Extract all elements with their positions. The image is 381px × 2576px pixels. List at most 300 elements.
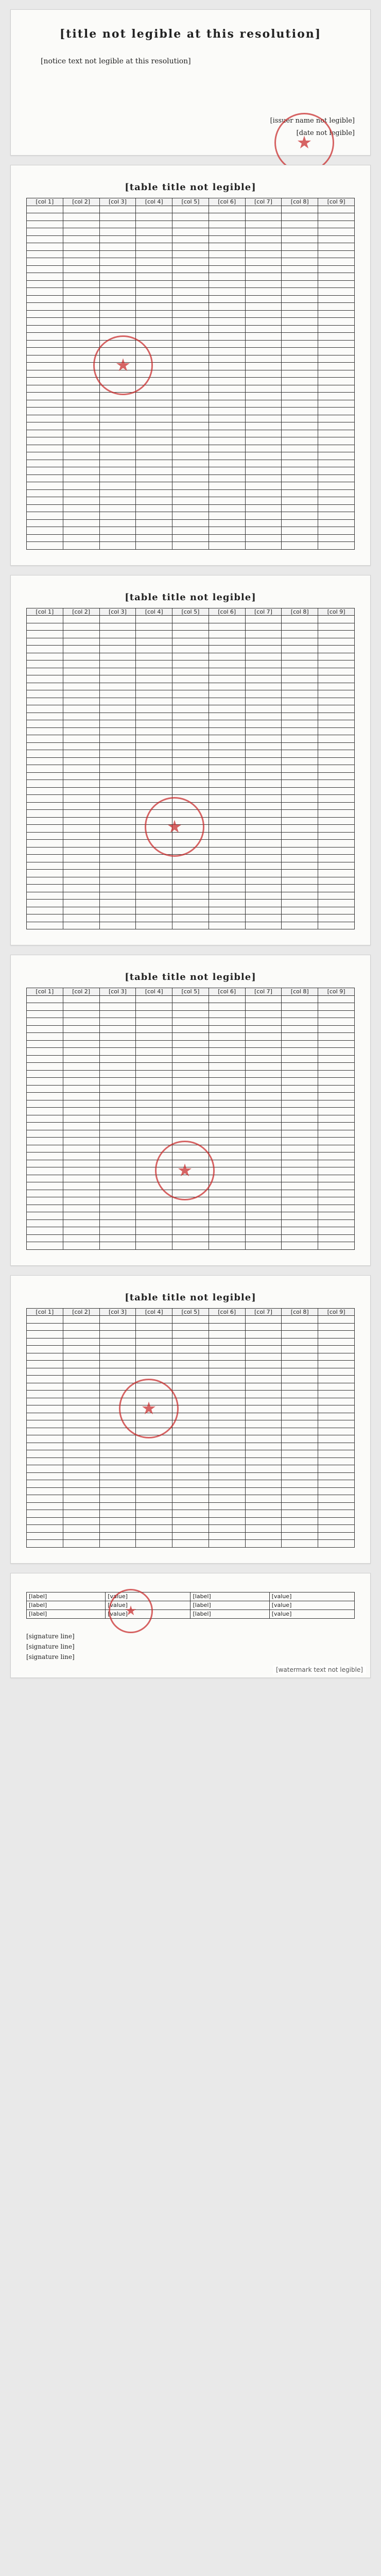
table-cell xyxy=(63,1450,99,1458)
table-cell xyxy=(136,1227,172,1235)
table-cell xyxy=(209,1108,245,1115)
table-cell xyxy=(63,1458,99,1465)
table-cell xyxy=(99,1495,136,1503)
table-cell xyxy=(282,1040,318,1048)
table-cell xyxy=(136,460,172,467)
table-cell xyxy=(318,1413,355,1420)
table-cell xyxy=(63,1525,99,1533)
table-cell xyxy=(245,1219,282,1227)
table-cell xyxy=(27,1234,63,1242)
table-cell xyxy=(63,1368,99,1376)
table-cell xyxy=(63,519,99,527)
table-cell xyxy=(318,683,355,690)
table-cell xyxy=(318,333,355,341)
table-cell xyxy=(136,1487,172,1495)
table-cell xyxy=(209,1413,245,1420)
table-cell xyxy=(245,415,282,422)
table-header-cell: [col 4] xyxy=(136,1308,172,1316)
table-cell xyxy=(136,1063,172,1071)
table-cell xyxy=(318,1510,355,1518)
table-cell xyxy=(63,1391,99,1398)
table-cell xyxy=(209,1070,245,1078)
table-cell xyxy=(282,1376,318,1383)
table-cell xyxy=(63,542,99,550)
table-cell xyxy=(318,370,355,378)
table-cell xyxy=(27,1219,63,1227)
table-cell xyxy=(245,1331,282,1338)
table-cell xyxy=(209,1532,245,1540)
table-cell xyxy=(136,363,172,370)
table-cell xyxy=(63,228,99,236)
table-cell xyxy=(245,914,282,922)
table-cell xyxy=(245,1346,282,1353)
table-cell xyxy=(136,1480,172,1488)
table-cell xyxy=(209,1398,245,1405)
table-cell xyxy=(172,772,209,780)
table-row xyxy=(27,393,355,400)
table-cell xyxy=(136,668,172,675)
table-cell xyxy=(63,616,99,623)
table-cell xyxy=(63,922,99,929)
table-cell xyxy=(318,385,355,393)
table-cell xyxy=(27,1100,63,1108)
table-cell xyxy=(99,445,136,452)
table-cell xyxy=(63,1175,99,1182)
table-cell xyxy=(209,318,245,326)
table-row xyxy=(27,213,355,221)
table-cell xyxy=(209,482,245,490)
table-cell xyxy=(99,258,136,266)
table-cell xyxy=(172,1353,209,1361)
table-cell xyxy=(136,1100,172,1108)
table-cell xyxy=(318,1138,355,1145)
table-cell xyxy=(172,1138,209,1145)
table-cell xyxy=(27,527,63,535)
table-cell xyxy=(209,1472,245,1480)
table-cell xyxy=(63,504,99,512)
table-cell xyxy=(136,922,172,929)
table-cell xyxy=(172,378,209,385)
table-cell xyxy=(245,1018,282,1026)
table-cell xyxy=(318,653,355,660)
table-cell xyxy=(99,757,136,765)
table-cell xyxy=(209,1443,245,1450)
table-cell xyxy=(209,1160,245,1167)
table-cell xyxy=(172,460,209,467)
table-cell xyxy=(245,452,282,460)
table-cell xyxy=(318,1458,355,1465)
table-cell xyxy=(209,780,245,788)
table-cell xyxy=(282,742,318,750)
table-cell xyxy=(172,750,209,758)
table-cell xyxy=(245,243,282,251)
table-cell xyxy=(136,840,172,848)
table-cell xyxy=(136,1540,172,1548)
table-cell xyxy=(27,1532,63,1540)
table-cell xyxy=(172,452,209,460)
table-row xyxy=(27,1018,355,1026)
table-cell xyxy=(63,415,99,422)
table-cell xyxy=(245,1458,282,1465)
table-cell xyxy=(99,1443,136,1450)
table-cell xyxy=(99,497,136,505)
table-cell xyxy=(318,787,355,795)
table-cell xyxy=(136,900,172,907)
table-row xyxy=(27,810,355,818)
table-row xyxy=(27,1212,355,1220)
table-cell xyxy=(209,1115,245,1123)
table-cell xyxy=(27,1003,63,1011)
table-cell xyxy=(318,705,355,713)
table-cell xyxy=(209,460,245,467)
table-cell xyxy=(136,810,172,818)
table-cell xyxy=(99,1472,136,1480)
table-cell xyxy=(245,1153,282,1160)
table-cell xyxy=(209,1480,245,1488)
table-row xyxy=(27,885,355,892)
table-cell xyxy=(172,363,209,370)
table-cell xyxy=(136,280,172,288)
table-header-cell: [col 7] xyxy=(245,608,282,616)
table-cell xyxy=(282,1197,318,1205)
table-cell xyxy=(27,1383,63,1391)
table-row xyxy=(27,400,355,408)
table-cell xyxy=(172,1487,209,1495)
table-cell xyxy=(245,1383,282,1391)
table-cell xyxy=(209,295,245,303)
table-cell xyxy=(318,720,355,728)
table-cell xyxy=(318,1376,355,1383)
table-cell xyxy=(282,221,318,228)
table-cell xyxy=(99,1205,136,1212)
table-row xyxy=(27,817,355,825)
table-cell xyxy=(172,780,209,788)
table-cell xyxy=(209,333,245,341)
table-cell xyxy=(27,1242,63,1250)
table-cell xyxy=(63,1167,99,1175)
table-cell xyxy=(245,1242,282,1250)
signature-date: [date not legible] xyxy=(296,129,355,137)
table-cell xyxy=(27,288,63,296)
table-cell xyxy=(136,474,172,482)
table-cell xyxy=(209,370,245,378)
table-cell xyxy=(209,1510,245,1518)
table-cell xyxy=(318,862,355,870)
table-header-cell: [col 5] xyxy=(172,988,209,996)
table-cell xyxy=(172,1368,209,1376)
table-cell xyxy=(136,1472,172,1480)
table-row xyxy=(27,1331,355,1338)
table-cell xyxy=(27,340,63,348)
table-cell xyxy=(209,1175,245,1182)
table-cell xyxy=(99,1465,136,1473)
table-row xyxy=(27,445,355,452)
table-cell xyxy=(27,1085,63,1093)
table-cell xyxy=(282,1428,318,1435)
table-header-cell: [col 5] xyxy=(172,198,209,206)
table-cell xyxy=(136,1108,172,1115)
table-cell xyxy=(282,727,318,735)
table-cell xyxy=(99,482,136,490)
table-row xyxy=(27,862,355,870)
table-cell xyxy=(99,616,136,623)
table-cell xyxy=(282,787,318,795)
table-cell xyxy=(63,452,99,460)
table-cell xyxy=(63,870,99,877)
table-cell xyxy=(63,1093,99,1100)
table-cell xyxy=(172,1465,209,1473)
table-cell xyxy=(63,1540,99,1548)
table-cell xyxy=(136,340,172,348)
table-header-cell: [col 4] xyxy=(136,608,172,616)
table-header-cell: [col 8] xyxy=(282,1308,318,1316)
table-cell xyxy=(245,1234,282,1242)
table-cell xyxy=(282,1078,318,1086)
table-cell xyxy=(209,668,245,675)
table-cell xyxy=(27,1338,63,1346)
table-cell xyxy=(172,355,209,363)
table-cell xyxy=(27,870,63,877)
table-cell xyxy=(99,273,136,281)
table-cell xyxy=(209,273,245,281)
table-cell xyxy=(209,1212,245,1220)
table-cell xyxy=(318,914,355,922)
table-cell xyxy=(27,1115,63,1123)
table-row xyxy=(27,1010,355,1018)
table-cell xyxy=(99,363,136,370)
table-cell xyxy=(282,713,318,720)
table-cell xyxy=(136,1458,172,1465)
table-cell xyxy=(318,1353,355,1361)
table-cell xyxy=(172,228,209,236)
table-cell xyxy=(27,862,63,870)
table-cell xyxy=(318,1033,355,1041)
table-cell xyxy=(318,802,355,810)
table-cell xyxy=(318,1182,355,1190)
table-cell xyxy=(282,1323,318,1331)
table-cell xyxy=(209,862,245,870)
table-cell xyxy=(27,1025,63,1033)
table-row xyxy=(27,303,355,311)
table-cell xyxy=(172,206,209,213)
table-cell xyxy=(172,690,209,698)
table-row xyxy=(27,534,355,542)
table-cell xyxy=(318,1525,355,1533)
table-cell xyxy=(63,995,99,1003)
table-cell xyxy=(318,1219,355,1227)
table-cell xyxy=(172,1108,209,1115)
table-cell xyxy=(99,727,136,735)
table-cell xyxy=(282,497,318,505)
table-cell xyxy=(282,1123,318,1130)
table-cell xyxy=(282,482,318,490)
table-cell xyxy=(245,862,282,870)
table-cell xyxy=(136,1346,172,1353)
table-cell xyxy=(63,1153,99,1160)
table-cell xyxy=(209,885,245,892)
table-row xyxy=(27,892,355,900)
table-cell xyxy=(209,228,245,236)
table-cell xyxy=(136,787,172,795)
table-cell xyxy=(282,698,318,705)
table-cell xyxy=(318,1078,355,1086)
table-row xyxy=(27,1145,355,1153)
table-row xyxy=(27,802,355,810)
table-cell xyxy=(245,1190,282,1197)
table-cell xyxy=(27,914,63,922)
summary-row xyxy=(27,1601,355,1609)
company-seal: ★ xyxy=(145,797,204,857)
table-cell xyxy=(99,542,136,550)
table-cell xyxy=(99,1085,136,1093)
table-cell xyxy=(27,333,63,341)
table-cell xyxy=(172,385,209,393)
table-cell xyxy=(245,922,282,929)
table-cell xyxy=(27,1540,63,1548)
table-cell xyxy=(209,1331,245,1338)
table-cell xyxy=(318,1205,355,1212)
table-cell xyxy=(245,250,282,258)
table-cell xyxy=(63,318,99,326)
table-cell xyxy=(245,1420,282,1428)
table-cell xyxy=(136,1510,172,1518)
table-row xyxy=(27,907,355,914)
table-cell xyxy=(99,348,136,355)
table-cell xyxy=(172,408,209,415)
table-cell xyxy=(318,1398,355,1405)
table-cell xyxy=(318,825,355,833)
table-row xyxy=(27,1130,355,1138)
table-cell xyxy=(136,802,172,810)
table-row xyxy=(27,474,355,482)
table-row xyxy=(27,900,355,907)
table-cell xyxy=(99,1197,136,1205)
table-cell xyxy=(27,265,63,273)
table-cell xyxy=(27,310,63,318)
table-cell xyxy=(63,206,99,213)
table-cell xyxy=(99,527,136,535)
table-cell xyxy=(209,727,245,735)
table-cell xyxy=(318,810,355,818)
table-cell xyxy=(318,1115,355,1123)
signature-block xyxy=(26,115,355,140)
table-cell xyxy=(136,705,172,713)
company-seal: ★ xyxy=(274,113,334,173)
table-cell xyxy=(245,1033,282,1041)
table-cell xyxy=(209,243,245,251)
table-row xyxy=(27,1323,355,1331)
table-cell xyxy=(282,1055,318,1063)
table-cell xyxy=(245,213,282,221)
table-cell xyxy=(245,355,282,363)
table-cell xyxy=(282,1420,318,1428)
table-cell xyxy=(209,280,245,288)
table-cell xyxy=(27,1010,63,1018)
table-cell xyxy=(63,631,99,638)
table-row xyxy=(27,1540,355,1548)
table-cell xyxy=(245,885,282,892)
table-cell xyxy=(27,542,63,550)
table-cell xyxy=(63,512,99,520)
table-cell xyxy=(27,802,63,810)
table-cell xyxy=(209,914,245,922)
table-cell xyxy=(99,1033,136,1041)
table-cell xyxy=(63,325,99,333)
table-cell xyxy=(27,512,63,520)
price-table-title: [table title not legible] xyxy=(125,182,256,193)
table-cell xyxy=(136,228,172,236)
table-cell xyxy=(245,1391,282,1398)
table-cell xyxy=(318,847,355,855)
table-cell xyxy=(318,735,355,743)
table-cell xyxy=(282,467,318,475)
table-cell xyxy=(172,1018,209,1026)
table-cell xyxy=(209,378,245,385)
table-cell xyxy=(245,698,282,705)
table-row xyxy=(27,1405,355,1413)
table-cell xyxy=(63,1182,99,1190)
table-cell xyxy=(63,1331,99,1338)
table-cell xyxy=(282,303,318,311)
table-cell xyxy=(27,817,63,825)
table-cell xyxy=(27,795,63,803)
table-cell xyxy=(282,235,318,243)
table-cell xyxy=(318,1428,355,1435)
table-cell xyxy=(136,1167,172,1175)
table-cell xyxy=(172,631,209,638)
table-cell xyxy=(282,840,318,848)
table-cell xyxy=(282,772,318,780)
table-cell xyxy=(99,1391,136,1398)
table-cell xyxy=(209,393,245,400)
footer-seal: ★ xyxy=(109,1589,153,1633)
table-cell xyxy=(245,855,282,862)
table-cell xyxy=(27,430,63,437)
table-cell xyxy=(172,280,209,288)
table-row xyxy=(27,690,355,698)
table-cell xyxy=(172,1383,209,1391)
table-cell xyxy=(63,1495,99,1503)
table-cell xyxy=(245,430,282,437)
table-cell xyxy=(209,1153,245,1160)
table-cell xyxy=(172,295,209,303)
table-cell xyxy=(99,1331,136,1338)
table-cell xyxy=(209,840,245,848)
table-cell xyxy=(209,795,245,803)
table-cell xyxy=(136,780,172,788)
table-row xyxy=(27,780,355,788)
table-cell xyxy=(282,1517,318,1525)
table-cell xyxy=(318,1361,355,1368)
table-cell xyxy=(136,1420,172,1428)
table-cell xyxy=(99,1100,136,1108)
table-cell xyxy=(172,1033,209,1041)
price-table-title: [table title not legible] xyxy=(125,591,256,603)
table-cell xyxy=(245,310,282,318)
table-cell xyxy=(282,900,318,907)
table-cell xyxy=(282,1219,318,1227)
table-header-cell: [col 2] xyxy=(63,1308,99,1316)
table-cell xyxy=(63,243,99,251)
table-cell xyxy=(27,638,63,646)
table-cell xyxy=(172,757,209,765)
table-cell xyxy=(99,900,136,907)
table-cell xyxy=(172,467,209,475)
table-cell xyxy=(172,1167,209,1175)
table-cell xyxy=(318,1108,355,1115)
table-cell xyxy=(27,1070,63,1078)
table-cell xyxy=(99,1540,136,1548)
